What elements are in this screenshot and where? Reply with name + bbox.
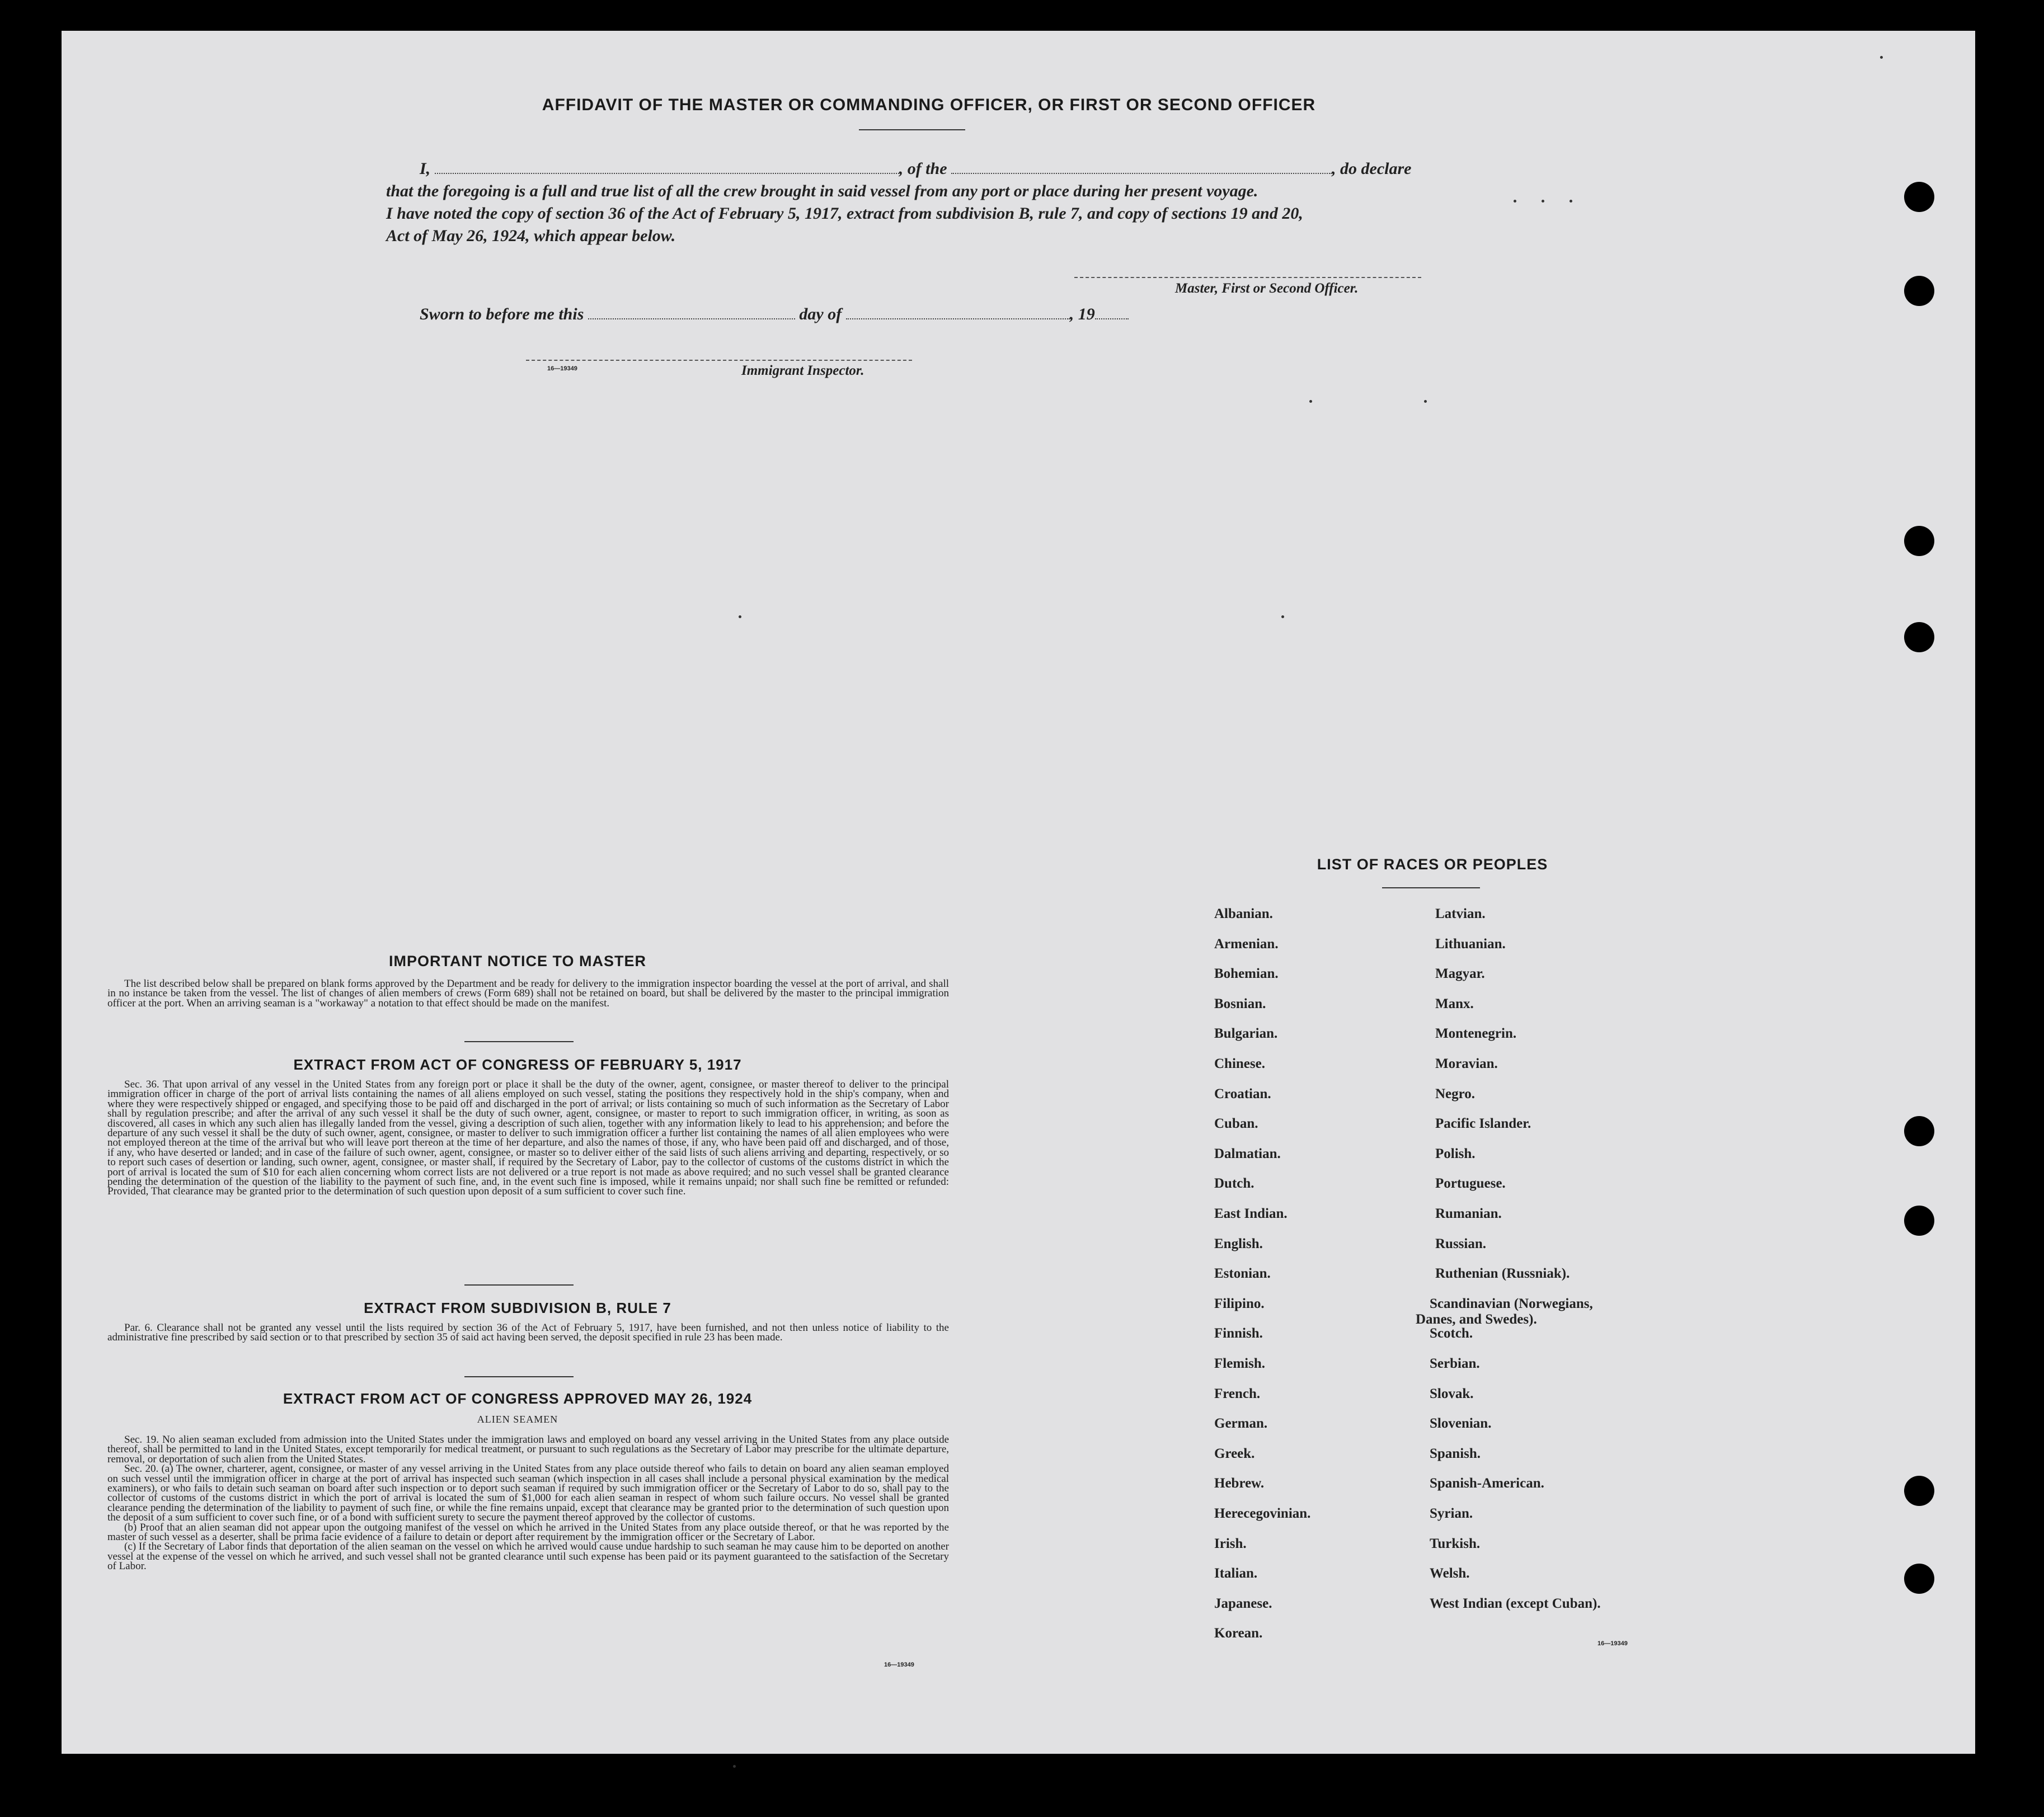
- section-rule: [464, 1376, 574, 1377]
- race-item: Magyar.: [1435, 966, 1485, 982]
- affidavit-title: AFFIDAVIT OF THE MASTER OR COMMANDING OFFICER, OR FIRST OR SECOND OFFICER: [542, 96, 1316, 114]
- extract-1917-body: Sec. 36. That upon arrival of any vessel in the United States from any foreign port or place it shall be the duty of the owner, agent, consignee, or master thereof to deliver to the principal immigration officer in charge of the port of arrival lists containing the names of all aliens employed on such vessel, stating the positions they respectively hold in the ship's company, when and where they were respectively shipped or engaged, and specifying those to be paid off and discharged in the port of arrival; or lists containing so much of such information as the Secretary of Labor shall by regulation prescribe; and after the arrival of any such vessel it shall be the duty of such owner, agent, consignee, or master to report to such immigration officer, in writing, as soon as discovered, all cases in which any such alien has illegally landed from the vessel, giving a description of such alien, together with any information likely to lead to his apprehension; and before the departure of any such vessel it shall be the duty of such owner, agent, consignee, or master to deliver to such immigration officer a further list containing the names of all alien employees who were not employed thereon at the time of the arrival but who will leave port thereon at the time of her departure, and also the names of those, if any, who have been paid off and discharged, and of those, if any, who have deserted or landed; and in case of the failure of such owner, agent, consignee, or master so to deliver either of the said lists of such aliens arriving and departing, respectively, or so to report such cases of desertion or landing, such owner, agent, consignee, or master shall, if required by the Secretary of Labor, pay to the collector of customs of the customs district in which the port of arrival is located the sum of $10 for each alien concerning whom correct lists are not delivered or a true report is not made as above required; and no such vessel shall be granted clearance pending the determination of the question of the liability to the payment of such fine, and, in the event such fine is imposed, while it remains unpaid; nor shall such fine be remitted or refunded: Provided, That clearance may be granted prior to the determination of such question upon deposit of a sum sufficient to cover such fine.: [107, 1079, 949, 1198]
- affidavit-line3: I have noted the copy of section 36 of the Act of February 5, 1917, extract from subdivision B, rule 7, and copy of sections 19 and 20,: [386, 204, 1303, 223]
- affidavit-line4: Act of May 26, 1924, which appear below.: [386, 227, 676, 245]
- race-item: Dutch.: [1214, 1176, 1254, 1192]
- sworn-month-field[interactable]: [846, 318, 1070, 319]
- race-item: Serbian.: [1430, 1356, 1480, 1371]
- race-item: Negro.: [1435, 1086, 1476, 1102]
- scan-speck: [1309, 400, 1312, 403]
- race-item: Scandinavian (Norwegians,: [1430, 1296, 1593, 1311]
- section-20b-paragraph: (b) Proof that an alien seaman did not appear upon the outgoing manifest of the vessel on which he arrived in the United States from any place outside thereof, or that he was reported by the master of such vessel as a deserter, shall be prima facie evidence of a failure to detain or deport after requirement by the immigration officer or the Secretary of Labor.: [107, 1521, 949, 1543]
- race-item: Manx.: [1435, 996, 1474, 1011]
- year-label: , 19: [1069, 305, 1095, 323]
- race-item: Danes, and Swedes).: [1416, 1311, 1537, 1327]
- scan-speck: [1424, 400, 1427, 403]
- race-item: Filipino.: [1214, 1296, 1265, 1311]
- binder-hole: [1904, 182, 1934, 212]
- form-page: [62, 31, 1975, 1754]
- title-rule: [859, 129, 965, 130]
- do-declare-label: , do declare: [1332, 159, 1412, 178]
- scan-speck: [739, 615, 741, 618]
- race-item: Finnish.: [1214, 1326, 1263, 1341]
- sworn-line: [420, 305, 1129, 324]
- race-item: Croatian.: [1214, 1086, 1271, 1102]
- race-item: Polish.: [1435, 1146, 1476, 1161]
- extract-1924-body: [107, 1435, 949, 1571]
- race-item: Bohemian.: [1214, 966, 1279, 982]
- extract-1924-title: EXTRACT FROM ACT OF CONGRESS APPROVED MAY 26, 1924: [283, 1390, 753, 1407]
- race-item: Latvian.: [1435, 906, 1486, 921]
- race-item: Lithuanian.: [1435, 936, 1506, 952]
- race-item: East Indian.: [1214, 1206, 1288, 1221]
- race-item: Moravian.: [1435, 1056, 1498, 1071]
- day-of-label: day of: [799, 305, 842, 323]
- race-item: Dalmatian.: [1214, 1146, 1281, 1161]
- vessel-field[interactable]: [951, 172, 1332, 174]
- race-item: Ruthenian (Russniak).: [1435, 1266, 1570, 1282]
- sworn-day-field[interactable]: [588, 318, 795, 319]
- race-item: Portuguese.: [1435, 1176, 1506, 1192]
- scan-speck: [1570, 200, 1572, 203]
- binder-hole: [1904, 622, 1934, 652]
- race-item: Herecegovinian.: [1214, 1506, 1311, 1521]
- race-item: English.: [1214, 1236, 1263, 1251]
- name-field[interactable]: [435, 172, 899, 174]
- race-item: Slovenian.: [1430, 1416, 1492, 1432]
- race-item: Spanish-American.: [1430, 1476, 1544, 1491]
- race-item: Montenegrin.: [1435, 1026, 1517, 1042]
- race-item: Rumanian.: [1435, 1206, 1502, 1221]
- race-item: French.: [1214, 1386, 1261, 1401]
- binder-hole: [1904, 526, 1934, 556]
- binder-hole: [1904, 1564, 1934, 1594]
- race-item: Korean.: [1214, 1626, 1263, 1641]
- section-19-paragraph: Sec. 19. No alien seaman excluded from admission into the United States under the immigration laws and employed on board any vessel arriving in the United States from any place outside thereof, shall be permitted to land in the United States, except temporarily for medical treatment, or pursuant to such regulations as the Secretary of Labor may prescribe for the ultimate departure, removal, or deportation of such alien from the United States.: [107, 1434, 949, 1465]
- sworn-label: Sworn to before me this: [420, 305, 584, 323]
- race-item: Chinese.: [1214, 1056, 1265, 1071]
- race-item: Greek.: [1214, 1446, 1255, 1461]
- affidavit-line1: [420, 159, 1511, 178]
- race-item: Bulgarian.: [1214, 1026, 1278, 1042]
- race-item: West Indian (except Cuban).: [1430, 1595, 1601, 1611]
- race-item: Flemish.: [1214, 1356, 1265, 1371]
- scan-speck: [1514, 200, 1516, 203]
- scan-speck: [1281, 615, 1284, 618]
- form-number-races: 16—19349: [1597, 1640, 1628, 1647]
- race-item: Syrian.: [1430, 1506, 1473, 1521]
- form-number-top: 16—19349: [547, 365, 577, 372]
- race-item: Estonian.: [1214, 1266, 1271, 1282]
- notice-body: The list described below shall be prepared on blank forms approved by the Department and be ready for delivery to the immigration inspector boarding the vessel at the port of arrival, and shall in no instance be taken from the vessel. The list of changes of alien members of crews (Form 689) shall not be retained on board, but shall be delivered by the master to the principal immigration officer at the port. When an arriving seaman is a "workaway" a notation to that effect should be made on the manifest.: [107, 978, 949, 1009]
- race-item: German.: [1214, 1416, 1268, 1432]
- notice-title: IMPORTANT NOTICE TO MASTER: [389, 953, 646, 969]
- binder-hole: [1904, 1116, 1934, 1146]
- scan-speck: [733, 1765, 736, 1768]
- of-the-label: , of the: [899, 159, 947, 178]
- binder-hole: [1904, 1206, 1934, 1236]
- section-20c-paragraph: (c) If the Secretary of Labor finds that deportation of the alien seaman on the vessel on which he arrived would cause undue hardship to such seaman he may cause him to be deported on another vessel at the expense of the vessel on which he arrived, and such vessel shall not be granted clearance until such expense has been paid or its payment guaranteed to the satisfaction of the Secretary of Labor.: [107, 1541, 949, 1573]
- scan-speck: [1542, 200, 1544, 203]
- officer-signature-label: Master, First or Second Officer.: [1175, 281, 1359, 296]
- race-item: Russian.: [1435, 1236, 1487, 1251]
- race-item: Cuban.: [1214, 1116, 1258, 1132]
- race-item: Italian.: [1214, 1566, 1258, 1581]
- race-item: Turkish.: [1430, 1536, 1481, 1551]
- section-rule: [464, 1041, 574, 1042]
- races-title: LIST OF RACES OR PEOPLES: [1317, 856, 1548, 873]
- scan-speck: [1880, 56, 1883, 59]
- officer-signature-line[interactable]: [1074, 277, 1421, 278]
- race-item: Irish.: [1214, 1536, 1247, 1551]
- inspector-signature-line[interactable]: [526, 360, 912, 361]
- race-item: Albanian.: [1214, 906, 1273, 921]
- binder-hole: [1904, 276, 1934, 306]
- race-item: Armenian.: [1214, 936, 1279, 952]
- race-item: Pacific Islander.: [1435, 1116, 1531, 1132]
- form-number-bottom-left: 16—19349: [884, 1661, 914, 1668]
- sworn-year-field[interactable]: [1095, 318, 1129, 319]
- race-item: Scotch.: [1430, 1326, 1473, 1341]
- race-item: Bosnian.: [1214, 996, 1266, 1011]
- section-20a-paragraph: Sec. 20. (a) The owner, charterer, agent, consignee, or master of any vessel arriving in the United States from any place outside thereof who fails to detain on board any alien seaman employed on such vessel until the immigration officer in charge at the port of arrival has inspected such seaman (which inspection in all cases shall include a personal physical examination by the medical examiners), or who fails to detain such seaman on board after such inspection or to deport such seaman if required by such immigration officer or the Secretary of Labor to do so, shall pay to the collector of customs of the customs district in which the port of arrival is located the sum of $1,000 for each alien seaman in respect of whom such failure occurs. No vessel shall be granted clearance pending the determination of the liability to payment of such fine, or while the fine remains unpaid, except that clearance may be granted prior to the determination of such question upon the deposit of a sum sufficient to cover such fine, or of a bond with sufficient surety to secure the payment thereof approved by the collector of customs.: [107, 1463, 949, 1524]
- rule7-body: Par. 6. Clearance shall not be granted any vessel until the lists required by section 36 of the Act of February 5, 1917, have been furnished, and not then unless notice of liability to the administrative fine prescribed by said section or to that prescribed by section 35 of said act having been served, the deposit specified in rule 23 has been made.: [107, 1322, 949, 1344]
- race-item: Slovak.: [1430, 1386, 1474, 1401]
- race-item: Spanish.: [1430, 1446, 1481, 1461]
- race-item: Japanese.: [1214, 1595, 1272, 1611]
- extract-1924-subtitle: ALIEN SEAMEN: [477, 1414, 558, 1425]
- binder-hole: [1904, 1476, 1934, 1506]
- affidavit-line2: that the foregoing is a full and true list of all the crew brought in said vessel from any port or place during her present voyage.: [386, 182, 1258, 200]
- affidavit-i: I,: [420, 159, 431, 178]
- section-rule: [464, 1284, 574, 1286]
- rule7-title: EXTRACT FROM SUBDIVISION B, RULE 7: [364, 1300, 671, 1316]
- inspector-signature-label: Immigrant Inspector.: [741, 363, 864, 378]
- race-item: Welsh.: [1430, 1566, 1470, 1581]
- race-item: Hebrew.: [1214, 1476, 1265, 1491]
- extract-1917-title: EXTRACT FROM ACT OF CONGRESS OF FEBRUARY 5, 1917: [293, 1056, 742, 1073]
- races-title-rule: [1382, 887, 1480, 888]
